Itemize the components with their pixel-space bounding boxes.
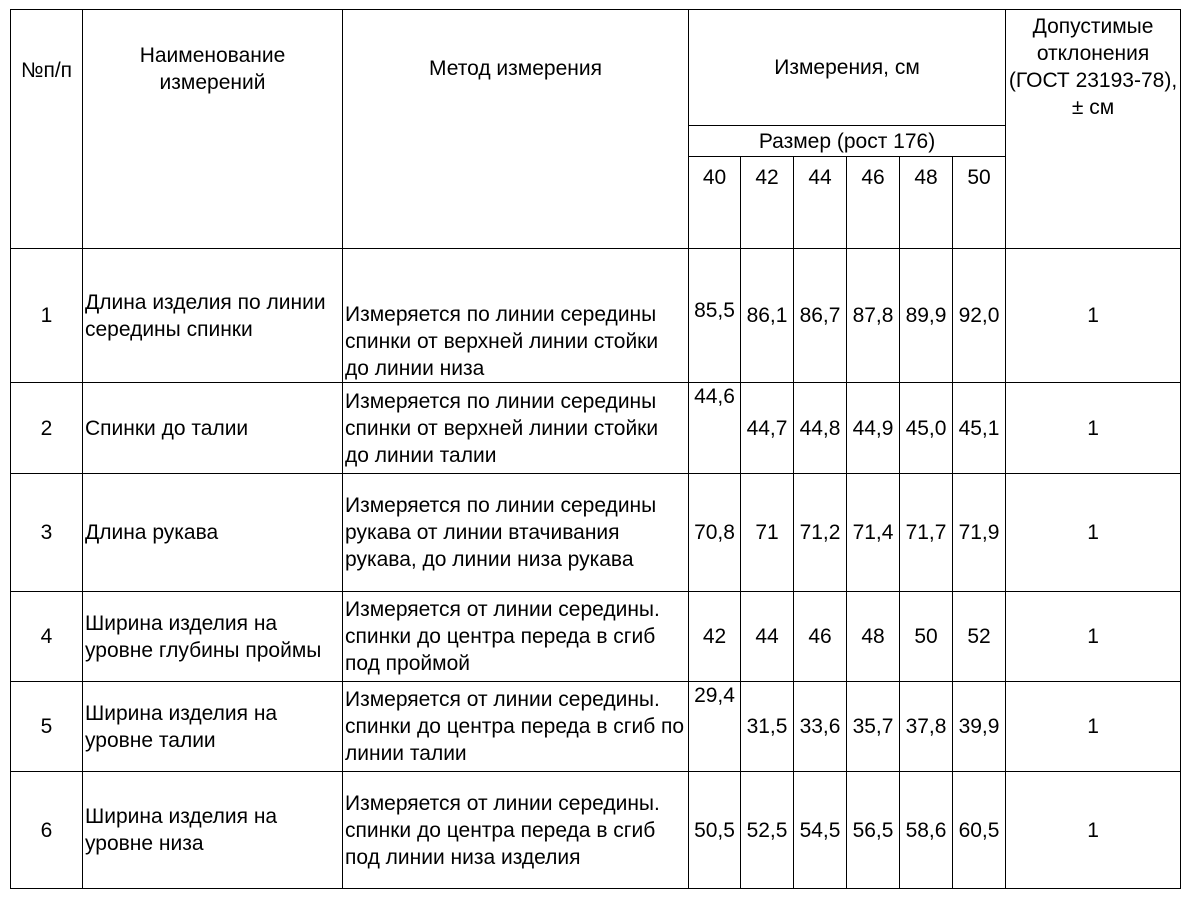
row-value: 44,8 (794, 383, 847, 474)
row-num: 3 (11, 474, 83, 592)
row-value: 44,9 (847, 383, 900, 474)
header-size: 48 (900, 157, 953, 249)
row-name: Длина изделия по линии середины спинки (83, 249, 343, 383)
row-value: 45,0 (900, 383, 953, 474)
row-method: Измеряется по линии середины рукава от линии втачивания рукава, до линии низа рукава (343, 474, 689, 592)
row-value: 48 (847, 592, 900, 682)
header-method: Метод измерения (343, 10, 689, 249)
header-tolerance: Допустимые отклонения (ГОСТ 23193-78), ± см (1006, 10, 1181, 249)
row-num: 5 (11, 682, 83, 772)
row-value: 71,2 (794, 474, 847, 592)
row-tolerance: 1 (1006, 682, 1181, 772)
row-value: 86,7 (794, 249, 847, 383)
row-tolerance: 1 (1006, 772, 1181, 889)
table-row (11, 383, 1181, 474)
row-value: 52 (953, 592, 1006, 682)
row-method: Измеряется по линии середины спинки от верхней линии стойки до линии низа (343, 249, 689, 383)
row-value: 85,5 (689, 249, 741, 383)
row-value: 44,6 (689, 383, 741, 474)
table-row (11, 474, 1181, 592)
header-size: 40 (689, 157, 741, 249)
header-size: 42 (741, 157, 794, 249)
row-num: 4 (11, 592, 83, 682)
row-value: 46 (794, 592, 847, 682)
row-num: 2 (11, 383, 83, 474)
header-name: Наименование измерений (83, 10, 343, 249)
row-name: Спинки до талии (83, 383, 343, 474)
row-method: Измеряется от линии середины. спинки до центра переда в сгиб по линии талии (343, 682, 689, 772)
row-method: Измеряется по линии середины спинки от верхней линии стойки до линии талии (343, 383, 689, 474)
row-value: 86,1 (741, 249, 794, 383)
row-num: 1 (11, 249, 83, 383)
row-name: Ширина изделия на уровне талии (83, 682, 343, 772)
row-value: 37,8 (900, 682, 953, 772)
row-tolerance: 1 (1006, 592, 1181, 682)
row-value: 58,6 (900, 772, 953, 889)
row-value: 50 (900, 592, 953, 682)
table-row (11, 249, 1181, 383)
row-value: 71,9 (953, 474, 1006, 592)
header-size-group: Размер (рост 176) (689, 126, 1006, 157)
row-name: Ширина изделия на уровне низа (83, 772, 343, 889)
header-size: 44 (794, 157, 847, 249)
row-value: 39,9 (953, 682, 1006, 772)
row-value: 44 (741, 592, 794, 682)
row-value: 35,7 (847, 682, 900, 772)
row-value: 54,5 (794, 772, 847, 889)
table-row (11, 772, 1181, 889)
row-value: 56,5 (847, 772, 900, 889)
header-size: 46 (847, 157, 900, 249)
row-value: 31,5 (741, 682, 794, 772)
row-value: 42 (689, 592, 741, 682)
row-value: 92,0 (953, 249, 1006, 383)
table-row (11, 682, 1181, 772)
row-value: 45,1 (953, 383, 1006, 474)
row-value: 71 (741, 474, 794, 592)
row-value: 52,5 (741, 772, 794, 889)
row-method: Измеряется от линии середины. спинки до центра переда в сгиб под линии низа изделия (343, 772, 689, 889)
row-tolerance: 1 (1006, 383, 1181, 474)
row-value: 29,4 (689, 682, 741, 772)
row-value: 50,5 (689, 772, 741, 889)
row-value: 60,5 (953, 772, 1006, 889)
row-tolerance: 1 (1006, 249, 1181, 383)
row-value: 71,4 (847, 474, 900, 592)
row-value: 89,9 (900, 249, 953, 383)
row-value: 70,8 (689, 474, 741, 592)
header-row (11, 10, 1181, 126)
row-value: 33,6 (794, 682, 847, 772)
row-name: Длина рукава (83, 474, 343, 592)
table-row (11, 592, 1181, 682)
header-measurements: Измерения, см (689, 10, 1006, 126)
row-method: Измеряется от линии середины. спинки до центра переда в сгиб под проймой (343, 592, 689, 682)
measurements-table (10, 9, 1181, 889)
header-size: 50 (953, 157, 1006, 249)
row-tolerance: 1 (1006, 474, 1181, 592)
header-num: №п/п (11, 10, 83, 249)
row-value: 87,8 (847, 249, 900, 383)
row-num: 6 (11, 772, 83, 889)
row-value: 44,7 (741, 383, 794, 474)
row-value: 71,7 (900, 474, 953, 592)
row-name: Ширина изделия на уровне глубины проймы (83, 592, 343, 682)
